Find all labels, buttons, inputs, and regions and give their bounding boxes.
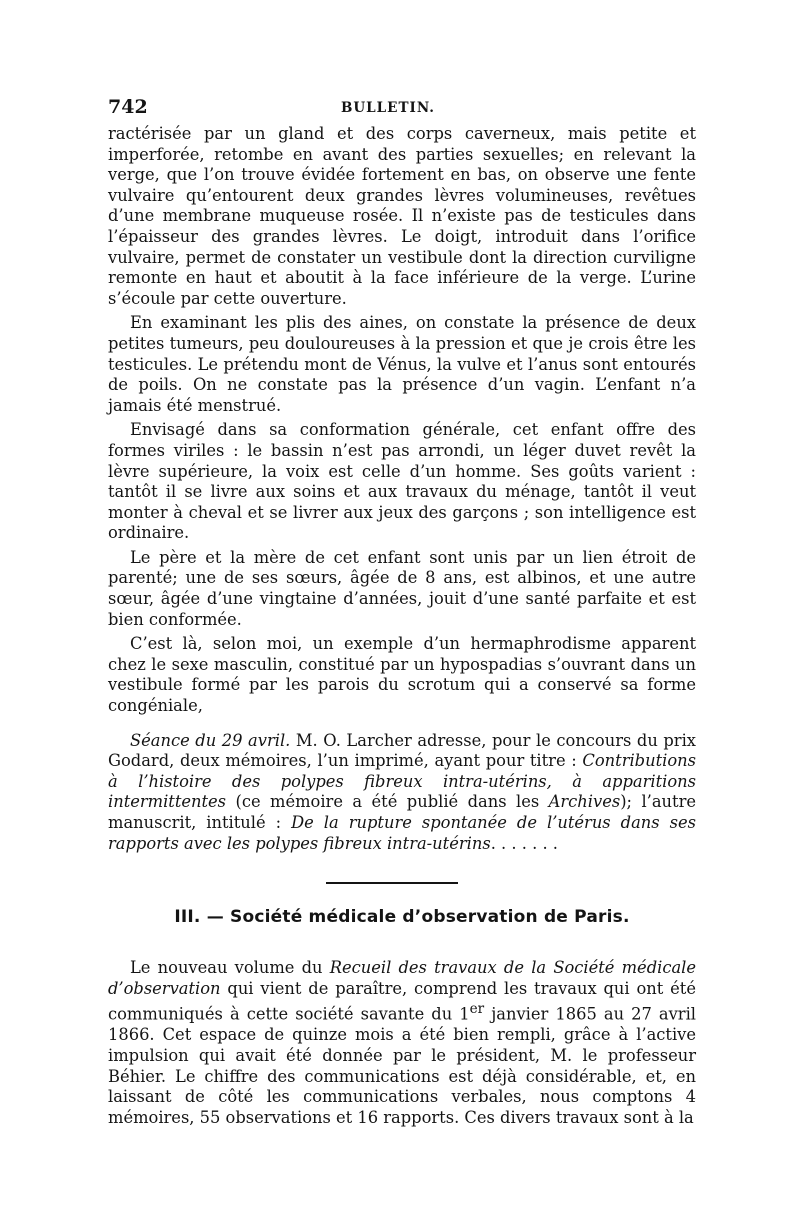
- recueil-text-2: qui vient de paraître, comprend les travaux qui ont été communiqués à cette société savante du: [108, 978, 696, 1024]
- memoir-title-1: Contributions à l’histoire des polypes fibreux intra-utérins, à apparitions intermittentes: [108, 751, 696, 812]
- recueil-text-3: janvier 1865 au 27 avril 1866. Cet espace de quinze mois a été bien rempli, grâce à l’active impulsion qui avait été donnée par le président, M. le professeur Béhier. Le chiffre des communications est déjà considérable, et, en laissant de côté les communications verbales, nous comptons 4 mémoires, 55 observations et 16 rapports. Ces divers travaux sont à la: [108, 1004, 696, 1127]
- paragraph-continuation: ractérisée par un gland et des corps caverneux, mais petite et imperforée, retombe en avant des parties sexuelles; en relevant la verge, que l’on trouve évidée fortement en bas, on observe une fente vulvaire qu’entourent deux grandes lèvres volumineuses, revêtues d’une membrane muqueuse rosée. Il n’existe pas de testicules dans l’épaisseur des grandes lèvres. Le doigt, introduit dans l’orifice vulvaire, permet de constater un vestibule dont la direction curviligne remonte en haut et aboutit à la face inférieure de la verge. L’urine s’écoule par cette ouverture.: [108, 124, 696, 308]
- paragraph-seance: [108, 731, 696, 855]
- recueil-day-suffix: er: [469, 1001, 485, 1018]
- seance-date: Séance du 29 avril.: [130, 730, 291, 750]
- paragraph-parents: Le père et la mère de cet enfant sont unis par un lien étroit de parenté; une de ses sœurs, âgée de 8 ans, est albinos, et une autre sœur, âgée d’une vingtaine d’années, jouit d’une santé parfaite et est bien conformée.: [108, 547, 696, 629]
- section-divider: [108, 854, 696, 906]
- paragraph-examination: En examinant les plis des aines, on constate la présence de deux petites tumeurs, peu douloureuses à la pression et que je crois être les testicules. Le prétendu mont de Vénus, la vulve et l’anus sont entourés de poils. On ne constate pas la présence d’un vagin. L’enfant n’a jamais été menstrué.: [108, 313, 696, 415]
- archives-title: Archives: [548, 792, 621, 812]
- running-head: BULLETIN.: [341, 100, 435, 116]
- recueil-title: Recueil des travaux de la Société médicale d’observation: [108, 958, 696, 998]
- document-page: [108, 96, 696, 1128]
- paragraph-conformation: Envisagé dans sa conformation générale, cet enfant offre des formes viriles : le bassin n’est pas arrondi, un léger duvet revêt la lèvre supérieure, la voix est celle d’un homme. Ses goûts varient : tantôt il se livre aux soins et aux travaux du ménage, tantôt il veut monter à cheval et se livrer aux jeux des garçons ; son intelligence est ordinaire.: [108, 420, 696, 543]
- recueil-text-1: Le nouveau volume du: [130, 958, 330, 978]
- paragraph-recueil: [108, 958, 696, 1128]
- page-header: [108, 96, 696, 124]
- memoir-title-2: De la rupture spontanée de l’utérus dans ses rapports avec les polypes fibreux intra-utérins: [108, 813, 696, 853]
- recueil-day: 1: [459, 1004, 470, 1024]
- seance-text-2: (ce mémoire a été publié dans les: [226, 792, 549, 812]
- paragraph-conclusion: C’est là, selon moi, un exemple d’un hermaphrodisme apparent chez le sexe masculin, constitué par un hypospadias s’ouvrant dans un vestibule formé par les parois du scrotum qui a conservé sa forme congéniale,: [108, 634, 696, 716]
- seance-text-3: ); l’autre manuscrit, intitulé :: [108, 792, 696, 832]
- page-number: 742: [108, 96, 148, 118]
- divider-rule: [326, 882, 458, 884]
- seance-ending: . . . . . . .: [490, 833, 558, 853]
- section-heading: III. — Société médicale d’observation de Paris.: [174, 907, 630, 928]
- seance-text-1: M. O. Larcher adresse, pour le concours du prix Godard, deux mémoires, l’un imprimé, ayant pour titre :: [108, 730, 696, 771]
